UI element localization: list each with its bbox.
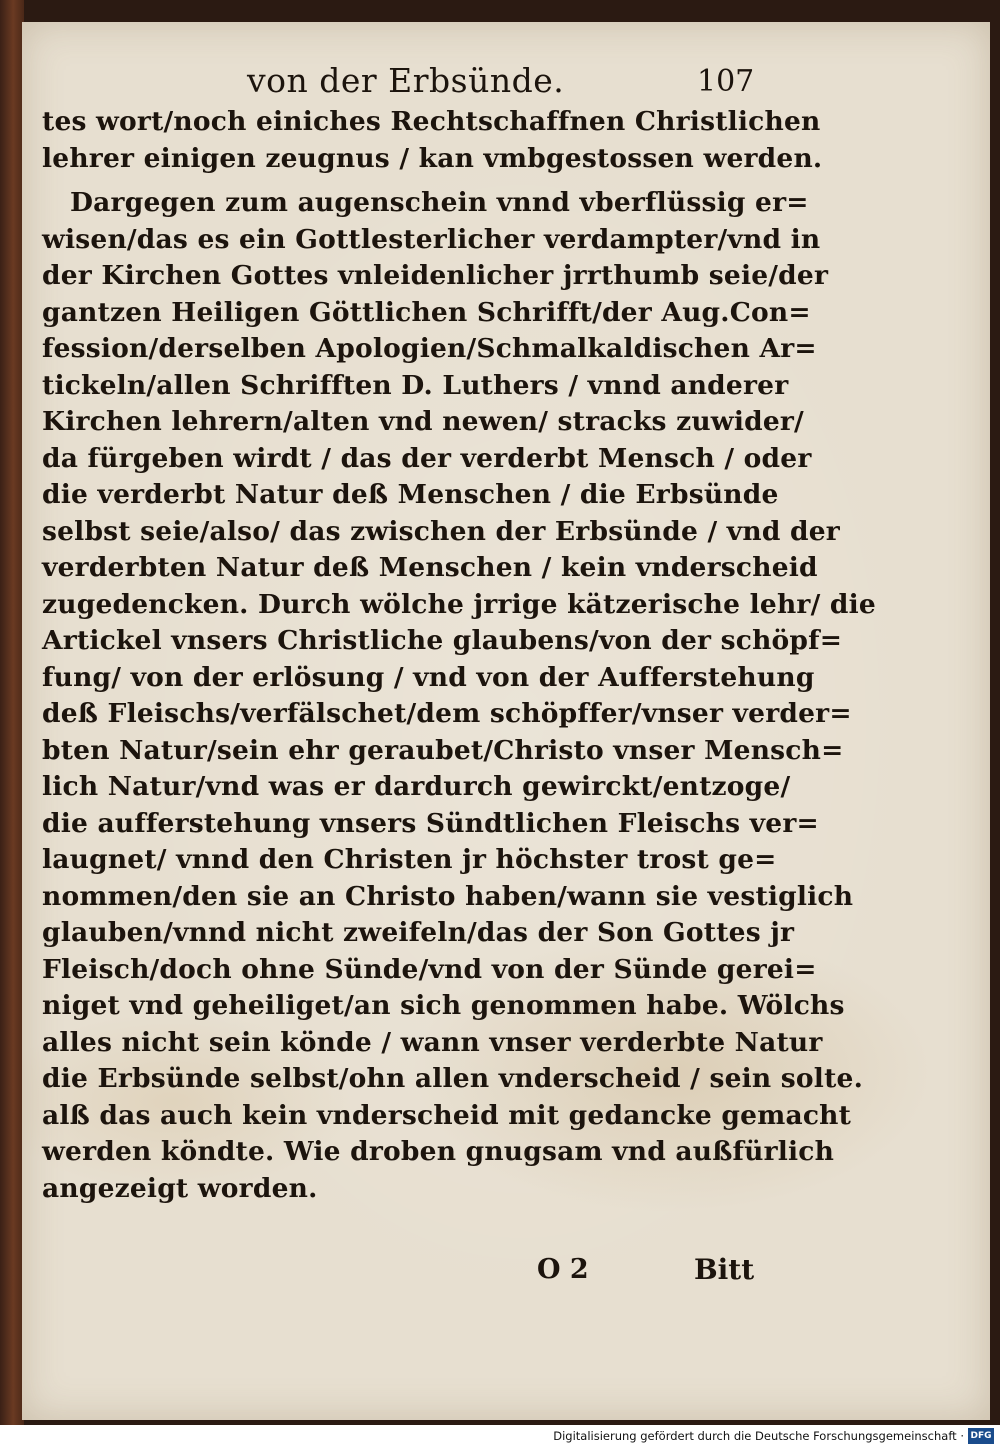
dfg-logo-icon: DFG: [968, 1428, 994, 1444]
text-line: Fleisch/doch ohne Sünde/vnd von der Sünde gerei=: [42, 953, 817, 985]
text-line: Kirchen lehrern/alten vnd newen/ stracks zuwider/: [42, 406, 804, 437]
signature-mark: O 2: [537, 1254, 589, 1285]
credit-bar: [0, 1425, 1000, 1448]
text-line: wisen/das es ein Gottlesterlicher verdampter/vnd in: [42, 223, 821, 255]
text-line: Artickel vnsers Christliche glaubens/von der schöpf=: [42, 625, 843, 656]
paragraph-first-line: Dargegen zum augenschein vnnd vberflüssig er=: [70, 187, 809, 218]
text-line: nommen/den sie an Christo haben/wann sie vestiglich: [42, 880, 854, 912]
page-number: 107: [697, 64, 755, 99]
text-line: lehrer einigen zeugnus / kan vmbgestossen werden.: [42, 142, 823, 174]
text-line: selbst seie/also/ das zwischen der Erbsünde / vnd der: [42, 515, 840, 547]
running-title: von der Erbsünde.: [247, 61, 565, 100]
text-line: die aufferstehung vnsers Sündtlichen Fleischs ver=: [42, 807, 819, 839]
text-line: bten Natur/sein ehr geraubet/Christo vnser Mensch=: [42, 734, 844, 766]
text-line: angezeigt worden.: [42, 1172, 318, 1204]
page-footer: [42, 1248, 842, 1292]
text-line: tes wort/noch einiches Rechtschaffnen Christlichen: [42, 106, 821, 137]
text-line: niget vnd geheiliget/an sich genommen habe. Wölchs: [42, 990, 845, 1021]
funding-credit: Digitalisierung gefördert durch die Deutsche Forschungsgemeinschaft ·: [553, 1429, 964, 1443]
text-line: werden köndte. Wie droben gnugsam vnd außfürlich: [42, 1136, 835, 1167]
text-line: alles nicht sein könde / wann vnser verderbte Natur: [42, 1026, 823, 1058]
catchword: Bitt: [694, 1253, 755, 1286]
page-text: [42, 58, 876, 1207]
text-line: lich Natur/vnd was er dardurch gewirckt/entzoge/: [42, 771, 791, 802]
text-line: alß das auch kein vnderscheid mit gedancke gemacht: [42, 1099, 852, 1131]
text-line: zugedencken. Durch wölche jrrige kätzerische lehr/ die: [42, 588, 876, 620]
book-binding-edge: [0, 0, 24, 1425]
text-line: verderbten Natur deß Menschen / kein vnderscheid: [42, 552, 818, 583]
text-line: die verderbt Natur deß Menschen / die Erbsünde: [42, 479, 779, 510]
text-line: glauben/vnnd nicht zweifeln/das der Son Gottes jr: [42, 917, 795, 948]
text-line: die Erbsünde selbst/ohn allen vnderscheid / sein solte.: [42, 1063, 863, 1094]
text-line: fung/ von der erlösung / vnd von der Aufferstehung: [42, 661, 815, 693]
text-line: fession/derselben Apologien/Schmalkaldischen Ar=: [42, 333, 817, 364]
page-header: [42, 58, 842, 104]
text-line: gantzen Heiligen Göttlichen Schrifft/der Aug.Con=: [42, 296, 811, 328]
text-line: da fürgeben wirdt / das der verderbt Mensch / oder: [42, 442, 812, 474]
text-line: deß Fleischs/verfälschet/dem schöpffer/vnser verder=: [42, 698, 852, 729]
text-line: der Kirchen Gottes vnleidenlicher jrrthumb seie/der: [42, 260, 829, 291]
text-line: laugnet/ vnnd den Christen jr höchster trost ge=: [42, 844, 777, 875]
text-line: tickeln/allen Schrifften D. Luthers / vnnd anderer: [42, 369, 789, 401]
